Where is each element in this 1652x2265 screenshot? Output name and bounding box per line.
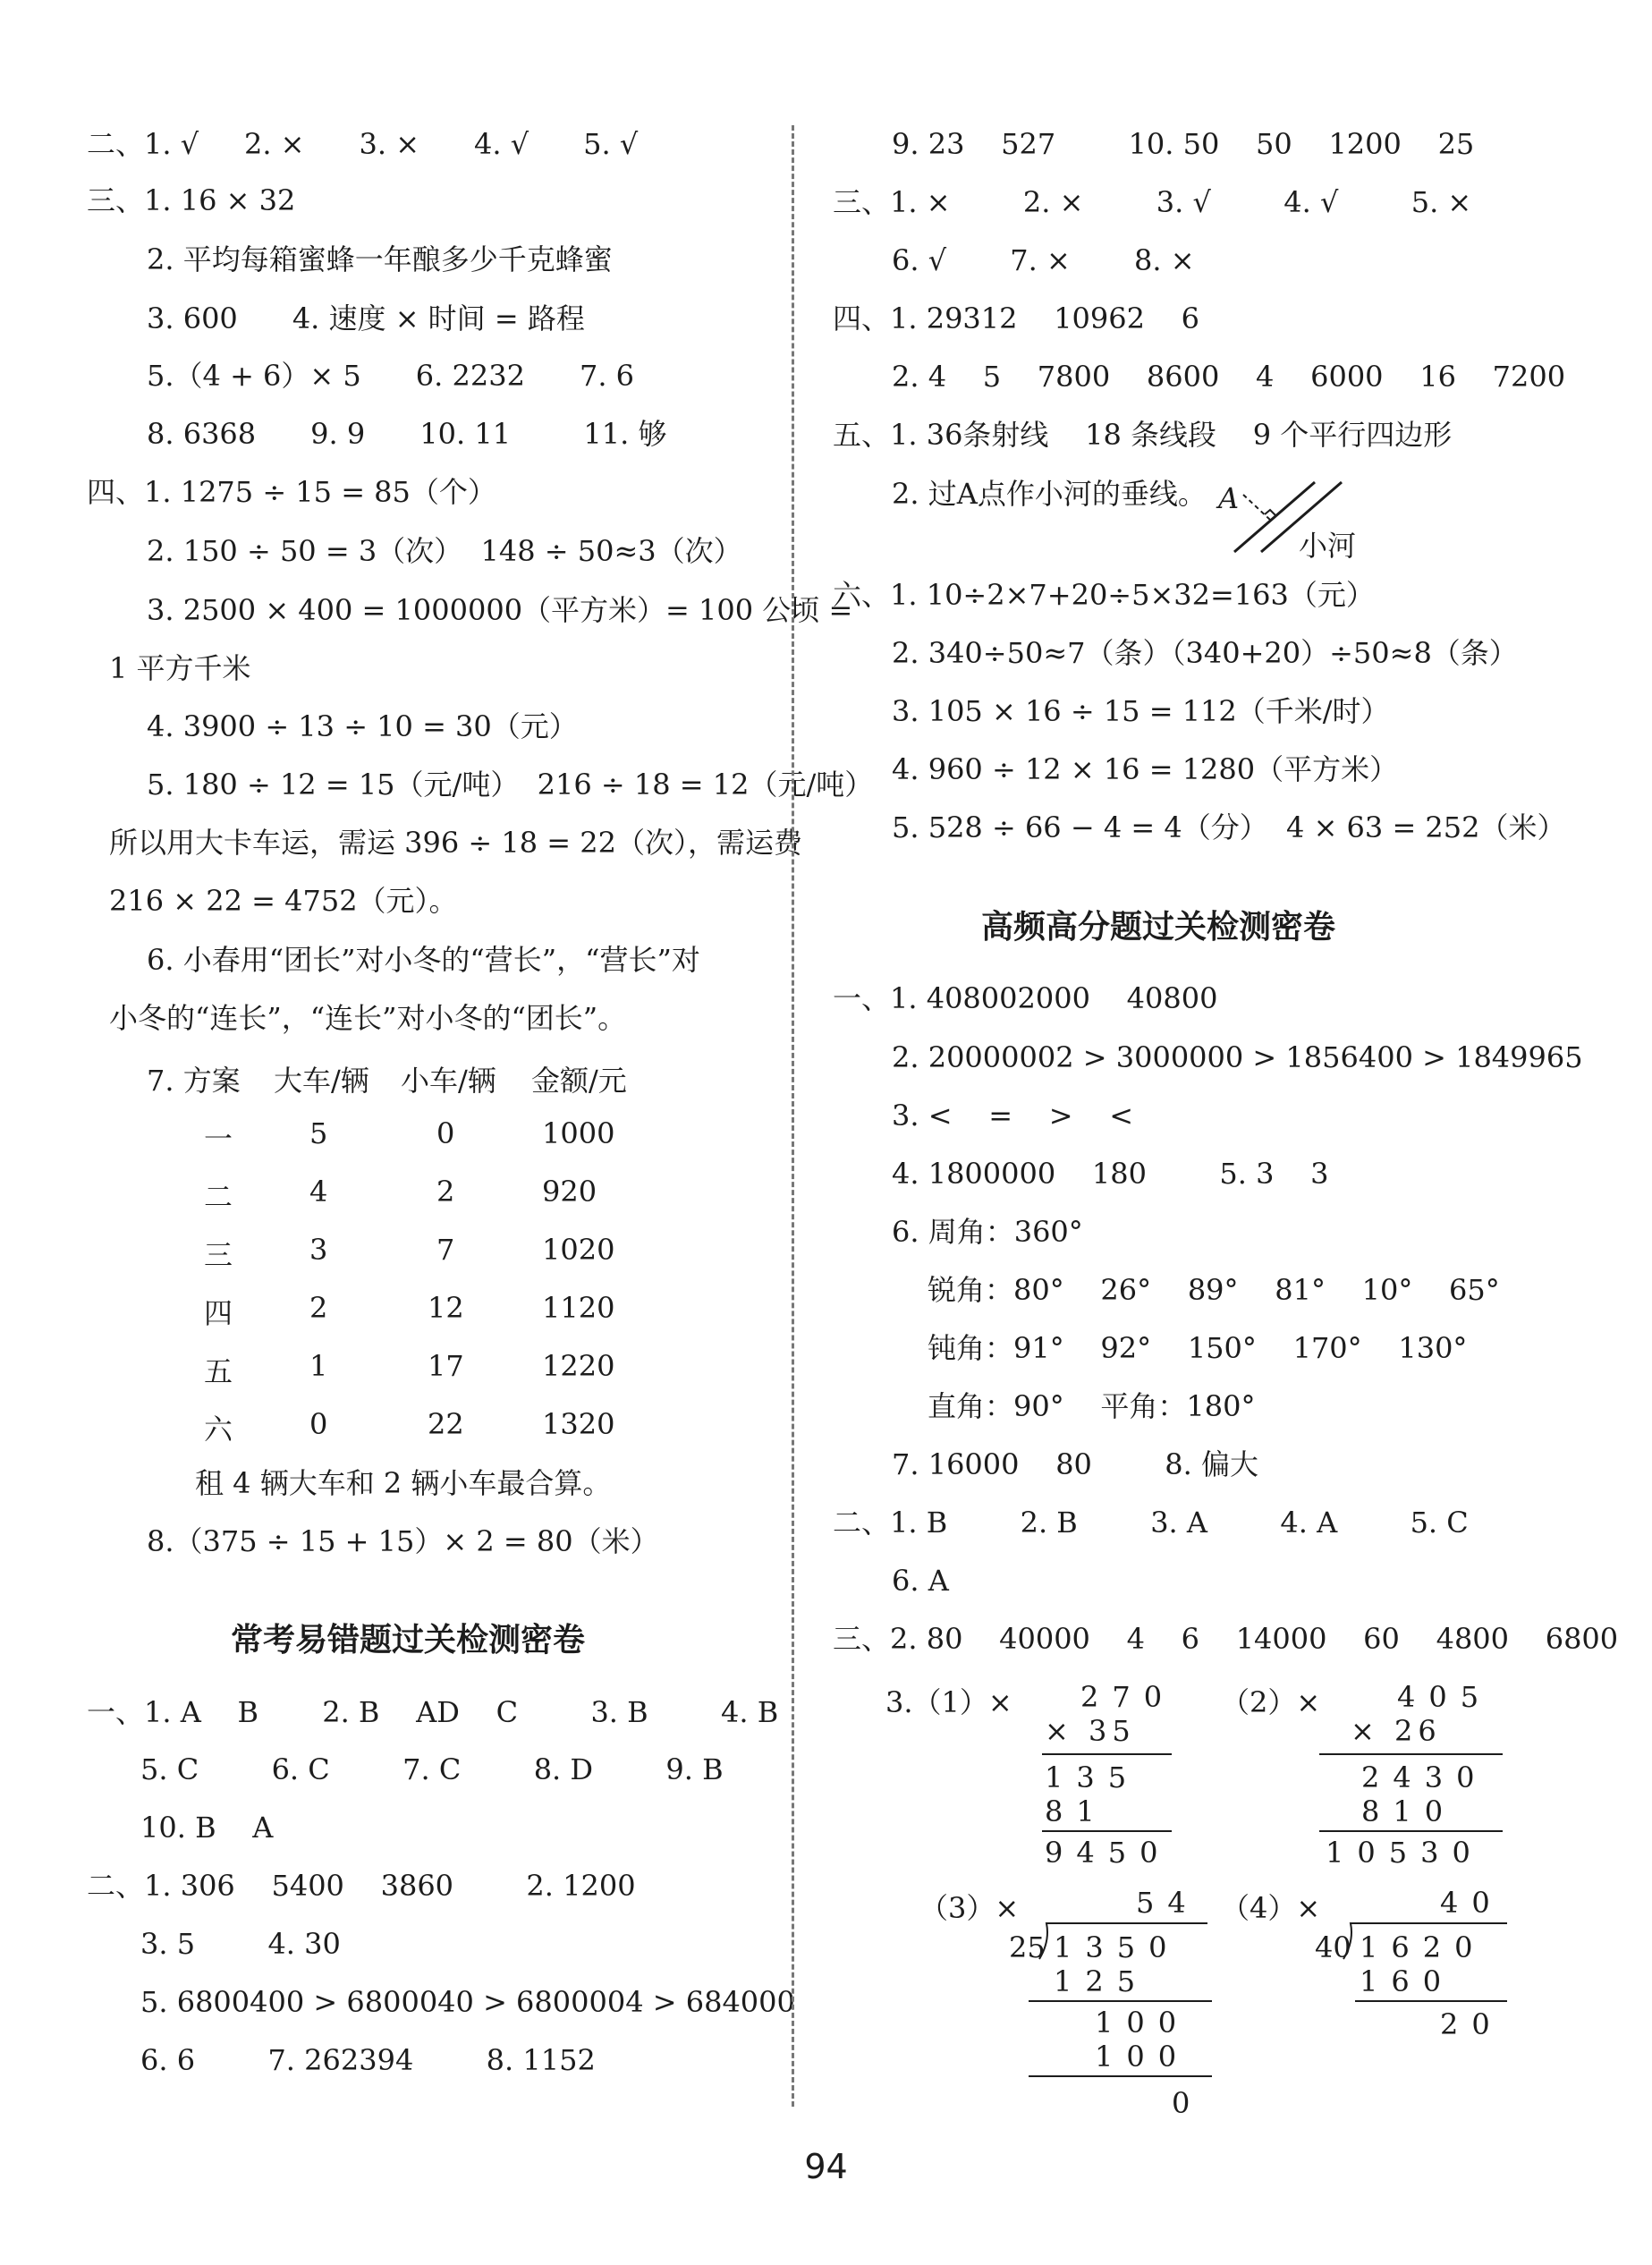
answer-line: 二、1. √ 2. × 3. × 4. √ 5. √ <box>87 127 639 161</box>
table-header: 金额/元 <box>531 1064 627 1098</box>
answer-line: 三、1. 16 × 32 <box>87 183 296 217</box>
table-cell: 四 <box>204 1296 233 1330</box>
calc-dividend: 1620 <box>1360 1930 1487 1964</box>
table-cell: 2 <box>436 1175 455 1209</box>
answer-line: 6. A <box>892 1564 949 1598</box>
answer-line: 5. 528 ÷ 66 − 4 = 4（分） 4 × 63 = 252（米） <box>892 810 1566 844</box>
answer-line: 小冬的“连长”，“连长”对小冬的“团长”。 <box>109 1001 627 1035</box>
calc-label: （4）× <box>1221 1891 1321 1925</box>
calc-result: 9450 <box>1045 1836 1172 1870</box>
calc-partial-product: 81 <box>1045 1794 1108 1828</box>
calc-multiplier: × 35 <box>1045 1714 1136 1748</box>
table-cell: 3 <box>309 1233 328 1267</box>
calc-multiplicand: 405 <box>1397 1680 1493 1714</box>
answer-line: 1 平方千米 <box>109 651 251 685</box>
answer-line: 二、1. B 2. B 3. A 4. A 5. C <box>833 1506 1469 1540</box>
answer-line: 4. 960 ÷ 12 × 16 = 1280（平方米） <box>892 752 1399 786</box>
calc-quotient: 54 <box>1136 1886 1199 1920</box>
answer-line: 5. 180 ÷ 12 = 15（元/吨） 216 ÷ 18 = 12（元/吨） <box>147 768 874 802</box>
calc-rule <box>1319 1830 1503 1832</box>
answer-line: 直角：90° 平角：180° <box>928 1389 1256 1423</box>
calc-rule <box>1042 1753 1172 1755</box>
answer-line: 4. 1800000 180 5. 3 3 <box>892 1157 1329 1191</box>
section-title: 高频高分题过关检测密卷 <box>981 909 1336 946</box>
calc-remainder: 20 <box>1440 2007 1504 2041</box>
answer-line: 2. 过A点作小河的垂线。 <box>892 477 1207 511</box>
answer-line: 四、1. 1275 ÷ 15 = 85（个） <box>87 475 496 509</box>
table-cell: 1000 <box>542 1116 615 1150</box>
answer-line: 3. 105 × 16 ÷ 15 = 112（千米/时） <box>892 694 1390 728</box>
calc-partial-product: 810 <box>1361 1794 1457 1828</box>
calc-label: 3.（1）× <box>885 1685 1012 1719</box>
answer-line: 5.（4 + 6）× 5 6. 2232 7. 6 <box>147 359 635 393</box>
answer-line: 2. 150 ÷ 50 = 3（次） 148 ÷ 50≈3（次） <box>147 534 742 568</box>
calc-subtract: 125 <box>1054 1964 1149 1998</box>
calc-remainder: 100 <box>1095 2006 1190 2040</box>
answer-line: 8.（375 ÷ 15 + 15）× 2 = 80（米） <box>147 1524 659 1558</box>
calc-rule <box>1029 2000 1212 2002</box>
answer-line: 2. 4 5 7800 8600 4 6000 16 7200 <box>892 360 1566 394</box>
table-cell: 4 <box>309 1175 328 1209</box>
perpendicular-line <box>1243 495 1270 520</box>
answer-line: 9. 23 527 10. 50 50 1200 25 <box>892 127 1475 161</box>
table-cell: 5 <box>309 1116 328 1150</box>
answer-line: 二、1. 306 5400 3860 2. 1200 <box>87 1869 636 1903</box>
calc-result: 10530 <box>1326 1836 1484 1870</box>
right-angle-mark <box>1265 510 1275 515</box>
calc-remainder: 0 <box>1172 2086 1204 2120</box>
calc-partial-product: 135 <box>1045 1760 1140 1794</box>
table-header: 小车/辆 <box>401 1064 496 1098</box>
answer-line: 一、1. A B 2. B AD C 3. B 4. B <box>87 1695 779 1729</box>
table-cell: 1020 <box>542 1233 615 1267</box>
answer-line: 3. 5 4. 30 <box>140 1927 341 1961</box>
answer-line: 2. 平均每箱蜜蜂一年酿多少千克蜂蜜 <box>147 242 613 276</box>
table-cell: 1320 <box>542 1407 615 1441</box>
answer-line: 三、2. 80 40000 4 6 14000 60 4800 6800 <box>833 1622 1619 1656</box>
table-cell: 0 <box>309 1407 328 1441</box>
answer-line: 6. 小春用“团长”对小冬的“营长”，“营长”对 <box>147 943 700 977</box>
calc-divisor: 25 <box>1009 1930 1046 1964</box>
answer-line: 三、1. × 2. × 3. √ 4. √ 5. × <box>833 185 1472 219</box>
table-cell: 1120 <box>542 1291 615 1325</box>
answer-line: 租 4 辆大车和 2 辆小车最合算。 <box>195 1466 612 1500</box>
answer-line: 所以用大卡车运，需运 396 ÷ 18 = 22（次），需运费 <box>109 826 803 860</box>
answer-line: 3. 2500 × 400 = 1000000（平方米）= 100 公顷 = <box>147 593 853 627</box>
answer-line: 钝角：91° 92° 150° 170° 130° <box>928 1331 1468 1365</box>
answer-line: 7. 16000 80 8. 偏大 <box>892 1447 1258 1481</box>
table-cell: 1 <box>309 1349 328 1383</box>
answer-line: 一、1. 408002000 40800 <box>833 981 1218 1015</box>
calc-divisor: 40 <box>1315 1930 1351 1964</box>
calc-rule <box>1355 2000 1507 2002</box>
answer-line: 3. 600 4. 速度 × 时间 = 路程 <box>147 301 585 335</box>
point-a-label: A <box>1218 481 1240 515</box>
answer-line: 10. B A <box>140 1811 274 1845</box>
section-title: 常考易错题过关检测密卷 <box>231 1622 586 1658</box>
table-cell: 1220 <box>542 1349 615 1383</box>
answer-line: 6. 周角：360° <box>892 1215 1083 1249</box>
answer-line: 216 × 22 = 4752（元）。 <box>109 884 458 918</box>
answer-line: 6. √ 7. × 8. × <box>892 243 1195 277</box>
table-cell: 22 <box>428 1407 464 1441</box>
answer-line: 4. 3900 ÷ 13 ÷ 10 = 30（元） <box>147 709 578 743</box>
answer-line: 3. < = > < <box>892 1099 1134 1132</box>
answer-line: 锐角：80° 26° 89° 81° 10° 65° <box>928 1273 1500 1307</box>
table-cell: 12 <box>428 1291 464 1325</box>
calc-multiplier: × 26 <box>1351 1714 1442 1748</box>
calc-subtract: 160 <box>1360 1964 1455 1998</box>
table-cell: 一 <box>204 1122 233 1156</box>
answer-line: 5. 6800400 > 6800040 > 6800004 > 684000 <box>140 1985 795 2019</box>
table-cell: 17 <box>428 1349 464 1383</box>
answer-line: 8. 6368 9. 9 10. 11 11. 够 <box>147 417 667 451</box>
table-cell: 920 <box>542 1175 597 1209</box>
calc-rule <box>1319 1753 1503 1755</box>
calc-dividend: 1350 <box>1054 1930 1181 1964</box>
calc-label: （2）× <box>1221 1685 1321 1719</box>
column-divider <box>792 125 794 2107</box>
plan-table <box>147 1058 648 1446</box>
calc-quotient: 40 <box>1440 1886 1504 1920</box>
calc-rule <box>1042 1830 1172 1832</box>
table-cell: 2 <box>309 1291 328 1325</box>
calc-label: （3）× <box>919 1891 1020 1925</box>
page-number: 94 <box>804 2147 848 2186</box>
answer-line: 2. 340÷50≈7（条）（340+20）÷50≈8（条） <box>892 636 1518 670</box>
table-cell: 0 <box>436 1116 455 1150</box>
table-cell: 7 <box>436 1233 455 1267</box>
answer-line: 四、1. 29312 10962 6 <box>833 301 1200 335</box>
calc-rule <box>1029 2075 1212 2077</box>
answer-line: 5. C 6. C 7. C 8. D 9. B <box>140 1752 724 1786</box>
calc-partial-product: 2430 <box>1361 1760 1488 1794</box>
answer-line: 六、1. 10÷2×7+20÷5×32=163（元） <box>833 578 1375 612</box>
river-label: 小河 <box>1299 529 1357 563</box>
table-header: 大车/辆 <box>274 1064 369 1098</box>
calc-subtract: 100 <box>1095 2040 1190 2074</box>
table-cell: 三 <box>204 1238 233 1272</box>
answer-line: 6. 6 7. 262394 8. 1152 <box>140 2043 596 2077</box>
table-cell: 二 <box>204 1180 233 1214</box>
answer-line: 2. 20000002 > 3000000 > 1856400 > 1849965 <box>892 1040 1583 1074</box>
table-label: 7. 方案 <box>147 1064 241 1098</box>
table-cell: 五 <box>204 1354 233 1388</box>
calc-multiplicand: 270 <box>1080 1680 1176 1714</box>
table-cell: 六 <box>204 1412 233 1446</box>
answer-line: 五、1. 36条射线 18 条线段 9 个平行四边形 <box>833 418 1453 452</box>
